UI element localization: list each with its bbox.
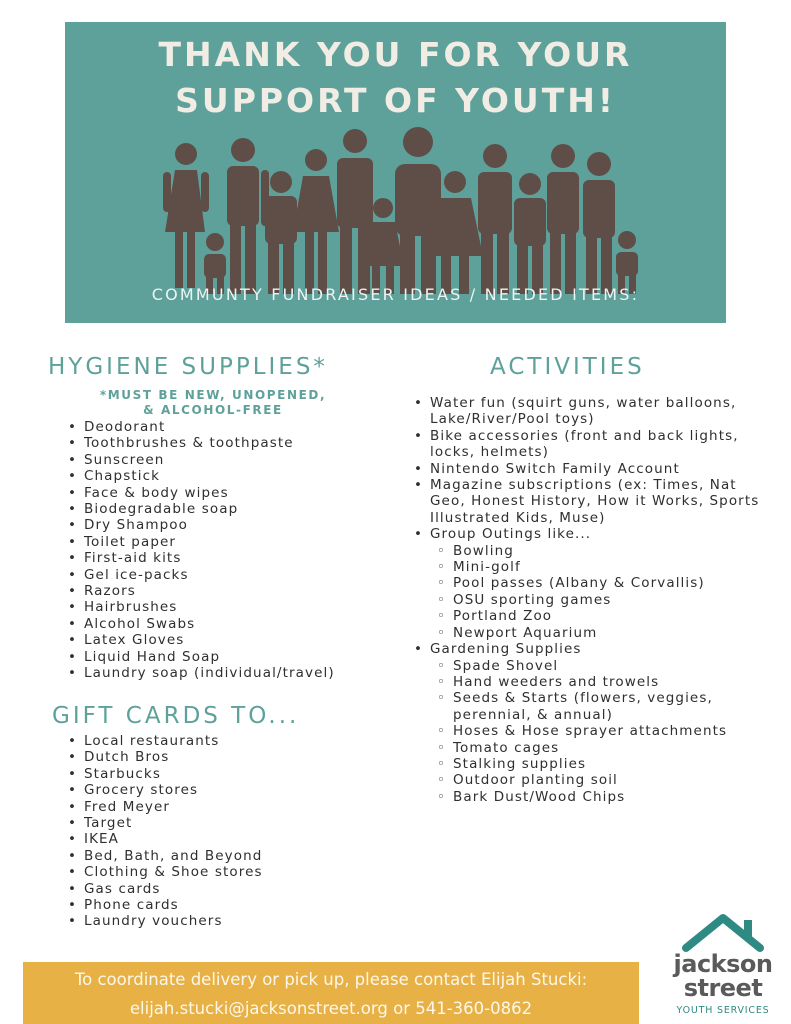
activity-subitem: ◦ Bark Dust/Wood Chips — [410, 789, 762, 805]
header-banner — [65, 22, 726, 323]
activity-item: • Gardening Supplies — [410, 641, 762, 657]
activity-subitem: ◦ Spade Shovel — [410, 658, 762, 674]
jackson-street-logo — [668, 912, 778, 1022]
activity-subitem: ◦ Stalking supplies — [410, 756, 762, 772]
hygiene-note-line-2: & ALCOHOL-FREE — [143, 403, 283, 417]
page-title — [65, 32, 726, 124]
banner-subtitle: COMMUNTY FUNDRAISER IDEAS / NEEDED ITEMS: — [151, 285, 640, 304]
hygiene-item: • Hairbrushes — [64, 599, 394, 615]
gift-cards-list — [64, 733, 394, 930]
gift-card-item: • Dutch Bros — [64, 749, 394, 765]
hygiene-item: • Face & body wipes — [64, 485, 394, 501]
logo-word-street: street — [683, 974, 763, 1002]
footer-line-1: To coordinate delivery or pick up, please contact Elijah Stucki: — [74, 970, 588, 989]
gift-card-item: • Gas cards — [64, 881, 394, 897]
hygiene-item: • Gel ice-packs — [64, 567, 394, 583]
hygiene-item: • Laundry soap (individual/travel) — [64, 665, 394, 681]
people-illustration — [153, 126, 639, 296]
hygiene-item: • Liquid Hand Soap — [64, 649, 394, 665]
hygiene-item: • Latex Gloves — [64, 632, 394, 648]
activity-subitem: ◦ Mini-golf — [410, 559, 762, 575]
hygiene-item: • Chapstick — [64, 468, 394, 484]
title-line-2: SUPPORT OF YOUTH! — [175, 81, 616, 120]
gift-card-item: • Clothing & Shoe stores — [64, 864, 394, 880]
activity-subitem: ◦ Outdoor planting soil — [410, 772, 762, 788]
gift-card-item: • Laundry vouchers — [64, 913, 394, 929]
activity-item: • Bike accessories (front and back lights, locks, helmets) — [410, 428, 762, 461]
logo-word-jackson: jackson — [673, 950, 773, 978]
activity-subitem: ◦ Hand weeders and trowels — [410, 674, 762, 690]
gift-card-item: • Starbucks — [64, 766, 394, 782]
hygiene-item: • Razors — [64, 583, 394, 599]
activity-subitem: ◦ Tomato cages — [410, 740, 762, 756]
activity-subitem: ◦ OSU sporting games — [410, 592, 762, 608]
hygiene-item: • Sunscreen — [64, 452, 394, 468]
activity-subitem: ◦ Seeds & Starts (flowers, veggies, perennial, & annual) — [410, 690, 762, 723]
hygiene-note-line-1: *MUST BE NEW, UNOPENED, — [99, 388, 327, 402]
hygiene-note — [48, 388, 378, 418]
gift-card-item: • Phone cards — [64, 897, 394, 913]
activity-item: • Nintendo Switch Family Account — [410, 461, 762, 477]
gift-card-item: • Target — [64, 815, 394, 831]
gift-card-item: • Local restaurants — [64, 733, 394, 749]
activities-heading: ACTIVITIES — [490, 354, 645, 380]
hygiene-heading: HYGIENE SUPPLIES* — [48, 354, 328, 380]
activity-subitem: ◦ Pool passes (Albany & Corvallis) — [410, 575, 762, 591]
gift-card-item: • Bed, Bath, and Beyond — [64, 848, 394, 864]
title-line-1: THANK YOU FOR YOUR — [158, 35, 633, 74]
hygiene-item: • First-aid kits — [64, 550, 394, 566]
hygiene-list — [64, 419, 394, 682]
gift-card-item: • Fred Meyer — [64, 799, 394, 815]
activity-item: • Group Outings like... — [410, 526, 762, 542]
activity-subitem: ◦ Hoses & Hose sprayer attachments — [410, 723, 762, 739]
gift-card-item: • IKEA — [64, 831, 394, 847]
hygiene-item: • Toothbrushes & toothpaste — [64, 435, 394, 451]
hygiene-item: • Toilet paper — [64, 534, 394, 550]
activity-item: • Water fun (squirt guns, water balloons, Lake/River/Pool toys) — [410, 395, 762, 428]
house-roof-icon — [668, 912, 778, 954]
activity-subitem: ◦ Newport Aquarium — [410, 625, 762, 641]
activity-subitem: ◦ Bowling — [410, 543, 762, 559]
hygiene-item: • Dry Shampoo — [64, 517, 394, 533]
activities-list — [410, 395, 762, 805]
footer-line-2: elijah.stucki@jacksonstreet.org or 541-360-0862 — [129, 999, 533, 1018]
hygiene-item: • Alcohol Swabs — [64, 616, 394, 632]
hygiene-item: • Deodorant — [64, 419, 394, 435]
hygiene-item: • Biodegradable soap — [64, 501, 394, 517]
logo-tagline: YOUTH SERVICES — [676, 1005, 770, 1016]
activity-item: • Magazine subscriptions (ex: Times, Nat Geo, Honest History, How it Works, Sports Illustrated Kids, Muse) — [410, 477, 762, 526]
activity-subitem: ◦ Portland Zoo — [410, 608, 762, 624]
contact-footer — [23, 962, 639, 1024]
gift-card-item: • Grocery stores — [64, 782, 394, 798]
gift-cards-heading: GIFT CARDS TO... — [52, 703, 300, 729]
